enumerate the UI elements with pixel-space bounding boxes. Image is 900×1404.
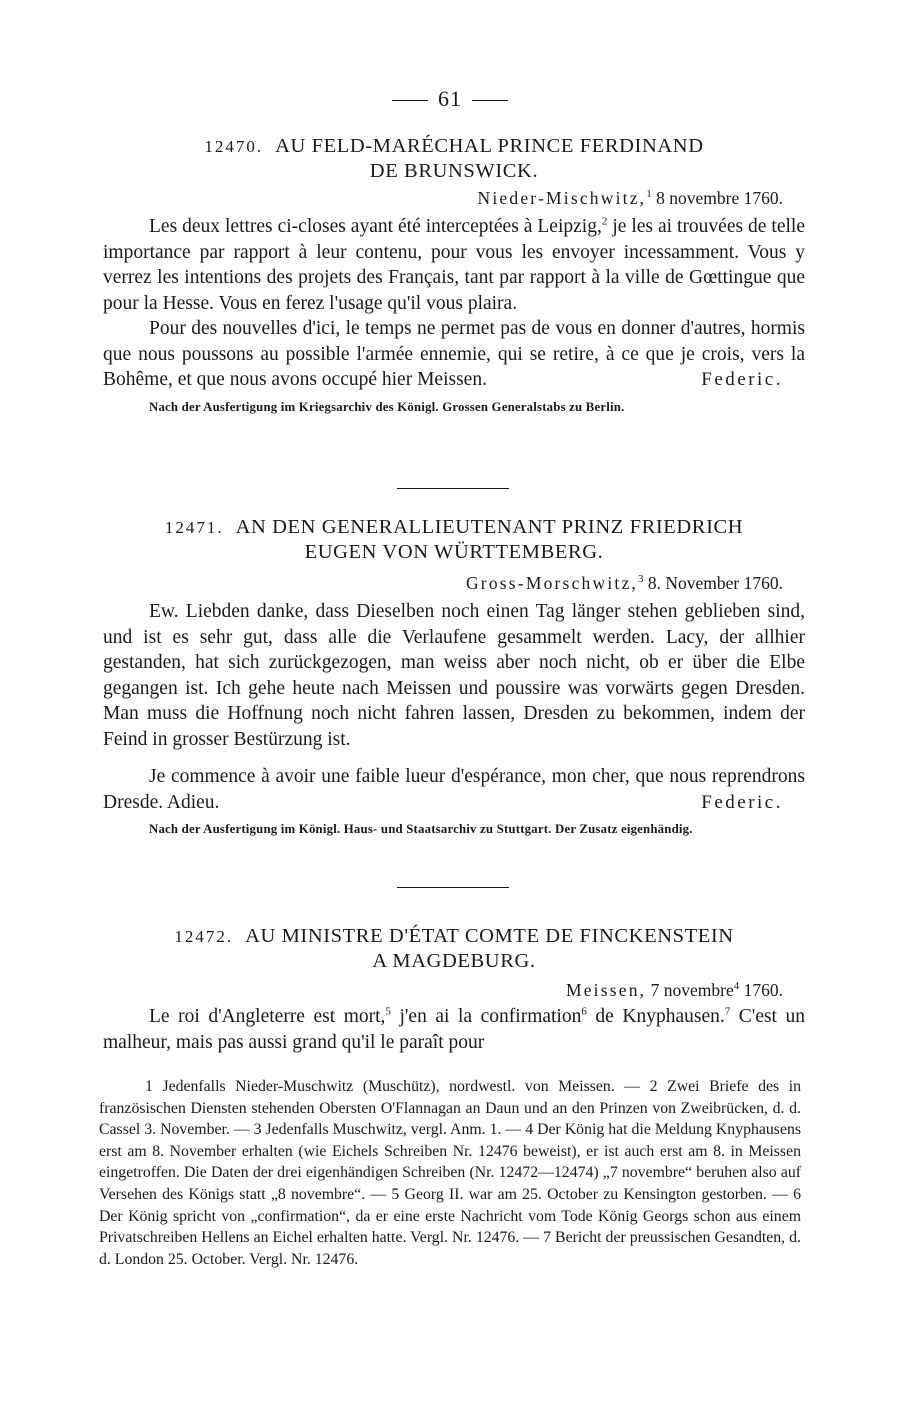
title-line-1: AU MINISTRE D'ÉTAT COMTE DE FINCKENSTEIN <box>245 925 734 947</box>
footnote-ref: 4 <box>733 980 740 993</box>
page-header <box>0 86 900 112</box>
place: Nieder-Mischwitz, <box>477 188 647 208</box>
title-line-2: DE BRUNSWICK. <box>369 160 539 182</box>
footnote-ref: 2 <box>601 215 608 228</box>
letter-title <box>103 924 805 974</box>
letter-number: 12471. <box>164 518 224 537</box>
place: Gross-Morschwitz, <box>465 573 638 593</box>
header-dash-left <box>392 100 428 101</box>
footnote-ref: 6 <box>581 1005 587 1018</box>
section-divider <box>397 488 509 489</box>
place: Meissen, <box>565 980 647 1000</box>
footnote-text: 1 Jedenfalls Nieder-Muschwitz (Muschütz), nordwestl. von Meissen. — 2 Zwei Briefe des in französischen Diensten stehenden Obersten O'Flannagan an Daun und an den Prinzen von Zweibrücken, d. d. Cassel 3. November. — 3 Jedenfalls Muschwitz, vergl. Anm. 1. — 4 Der König hat die Meldung Knyphausens erst am 8. November erhalten (wie Eichels Schreiben Nr. 12476 beweist), er ist auch erst am 8. in Meissen eingetroffen. Die Daten der drei eigenhändigen Schreiben (Nr. 12472—12474) „7 novembre“ beruhen also auf Versehen des Königs statt „8 novembre“. — 5 Georg II. war am 25. October zu Kensington gestorben. — 6 Der König spricht von „confirmation“, da er eine erste Nachricht vom Tode König Georgs schon aus einem Privatschreiben Hellens an Eichel erhalten hatte. Vergl. Nr. 12476. — 7 Bericht der preussischen Gesandten, d. d. London 25. October. Vergl. Nr. 12476. <box>99 1078 801 1268</box>
dateline <box>103 978 805 1002</box>
paragraph-text: Pour des nouvelles d'ici, le temps ne permet pas de vous en donner d'autres, hormis que nous poussons au possible l'armée ennemie, qui se retire, à ce que je crois, vers la Bohême, et que nous avons occupé hier Meissen. <box>103 318 805 390</box>
paragraph <box>103 214 805 316</box>
paragraph <box>103 1004 805 1055</box>
title-line-1: AU FELD-MARÉCHAL PRINCE FERDINAND <box>275 135 704 157</box>
dateline <box>103 571 805 595</box>
footnote-ref: 3 <box>638 573 644 586</box>
letter-number: 12470. <box>204 137 264 156</box>
paragraph-text: Les deux lettres ci-closes ayant été interceptées à Leipzig, <box>149 216 602 237</box>
section-divider <box>397 887 509 888</box>
paragraph-text: de Knyphausen. <box>595 1006 725 1027</box>
footnote-ref: 5 <box>385 1005 391 1018</box>
page-number: 61 <box>438 86 462 111</box>
dateline <box>103 186 805 210</box>
signature: Federic. <box>701 369 783 390</box>
paragraph-text: je les ai trouvées de telle importance par rapport à leur contenu, pour vous les envoyer incessamment. Vous y verrez les intentions des projets des Français, tant par rapport à la ville de Gœttingue que pour la Hesse. Vous en ferez l'usage qu'il vous plaira. <box>103 216 805 314</box>
letter-body <box>103 599 805 815</box>
paragraph-text: j'en ai la confirmation <box>399 1006 582 1027</box>
letter-title <box>103 134 805 184</box>
footnotes <box>99 1076 801 1270</box>
footnote-ref: 1 <box>646 188 652 201</box>
footnote-ref: 7 <box>724 1005 731 1018</box>
paragraph-text: Je commence à avoir une faible lueur d'espérance, mon cher, que nous reprendrons Dresde. Adieu. <box>103 766 805 813</box>
header-dash-right <box>472 100 508 101</box>
paragraph: Ew. Liebden danke, dass Dieselben noch einen Tag länger stehen geblieben sind, und ist es sehr gut, dass alle die Verlaufene gesammelt werden. Lacy, der allhier gestanden, hat sich zurückgezogen, man weiss aber noch nicht, ob er über die Elbe gegangen ist. Ich gehe heute nach Meissen und poussire was vorwärts gegen Dresden. Man muss die Hoffnung noch nicht fahren lassen, Dresden zu bekommen, indem der Feind in grosser Bestürzung ist. <box>103 601 805 750</box>
letter-12472 <box>103 924 805 1055</box>
paragraph <box>103 764 805 815</box>
letter-12471 <box>103 515 805 837</box>
letter-body <box>103 1004 805 1055</box>
letter-body <box>103 214 805 393</box>
signature: Federic. <box>701 791 783 813</box>
date: 8. November 1760. <box>647 573 783 593</box>
source-note: Nach der Ausfertigung im Kriegsarchiv des Königl. Grossen Generalstabs zu Berlin. <box>149 399 625 414</box>
source-note: Nach der Ausfertigung im Königl. Haus- und Staatsarchiv zu Stuttgart. Der Zusatz eigenhändig. <box>149 822 693 836</box>
paragraph <box>103 316 805 393</box>
paragraph-text: C'est un malheur, mais pas aussi grand qu'il le paraît pour <box>103 1006 806 1053</box>
year: 1760. <box>743 980 783 1000</box>
paragraph-text: Le roi d'Angleterre est mort, <box>149 1006 386 1027</box>
letter-title <box>103 515 805 565</box>
letter-12470 <box>103 134 805 415</box>
letter-number: 12472. <box>174 927 234 946</box>
title-line-1: AN DEN GENERALLIEUTENANT PRINZ FRIEDRICH <box>235 516 744 538</box>
date: 7 novembre <box>650 980 734 1000</box>
title-line-2: A MAGDEBURG. <box>372 950 536 972</box>
date: 8 novembre 1760. <box>656 188 783 208</box>
title-line-2: EUGEN VON WÜRTTEMBERG. <box>304 541 604 563</box>
